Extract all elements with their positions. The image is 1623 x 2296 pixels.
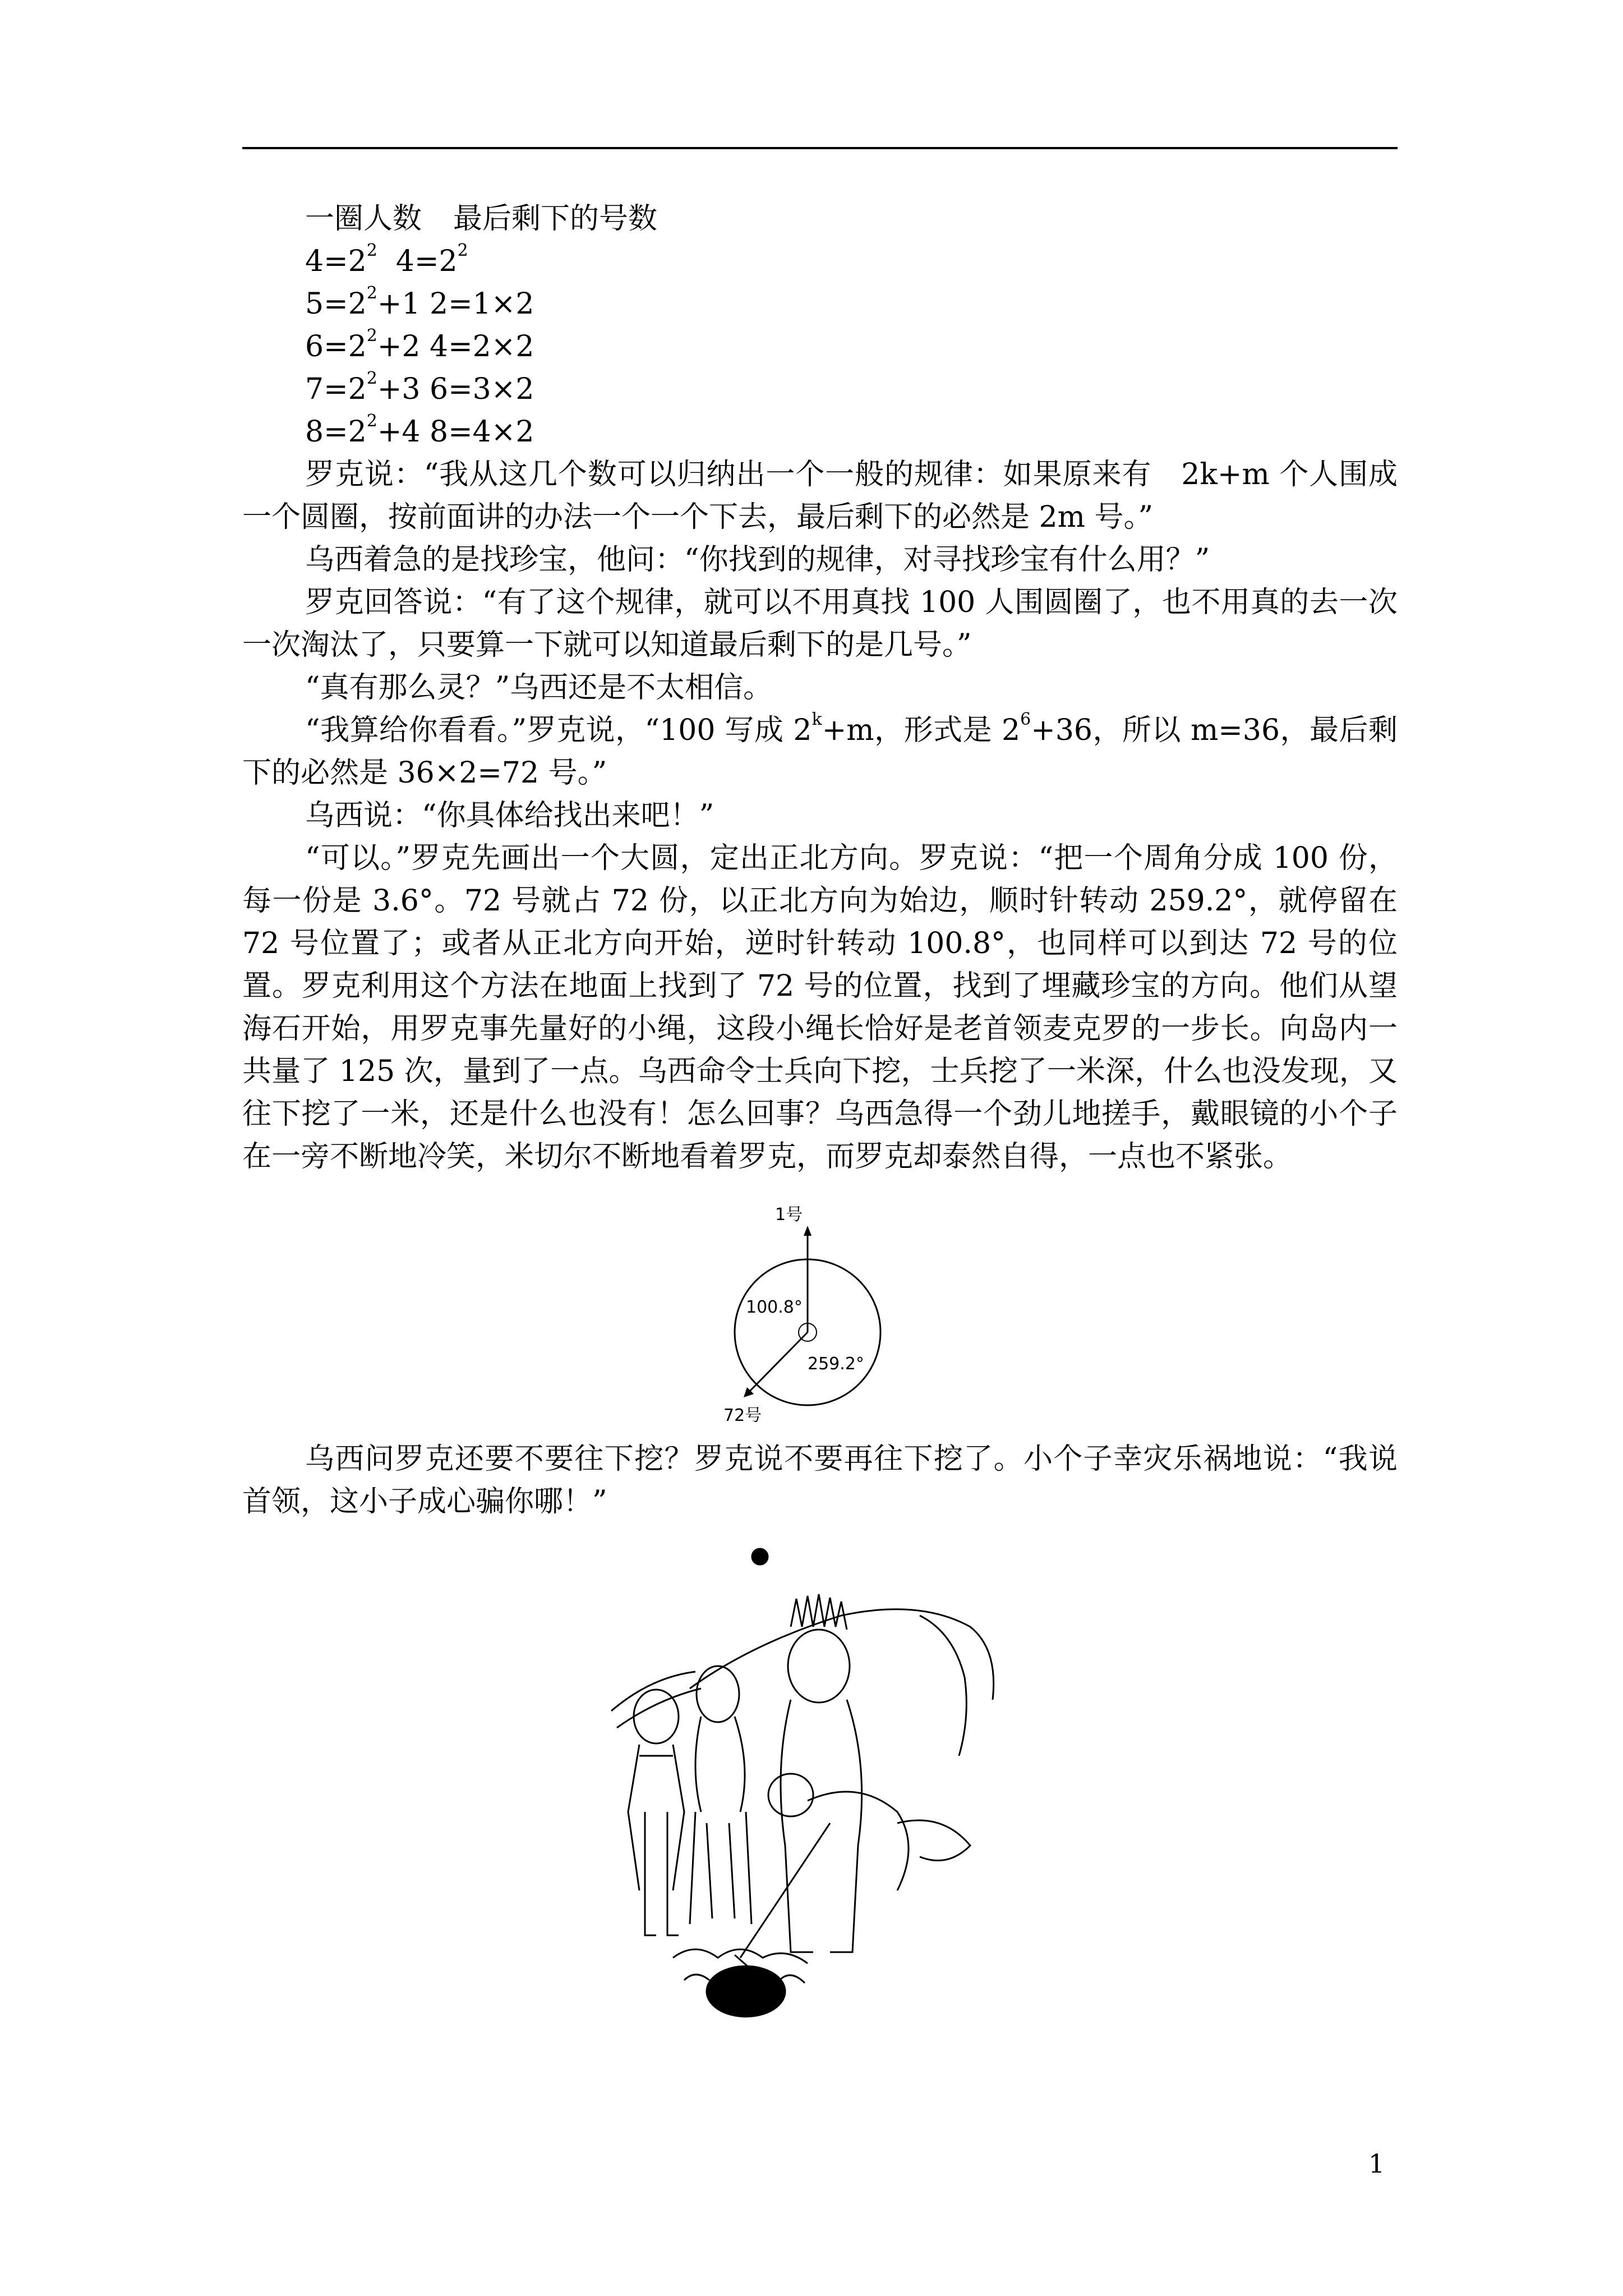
paragraph: “真有那么灵？”乌西还是不太相信。 (305, 671, 773, 705)
angle-label-right: 259.2° (808, 1354, 864, 1374)
page-number: 1 (1368, 2148, 1385, 2179)
ray-72 (747, 1332, 808, 1394)
paragraph: 乌西着急的是找珍宝，他问：“你找到的规律，对寻找珍宝有什么用？” (305, 543, 1210, 577)
paragraph: 罗克说：“我从这几个数可以归纳出一个一般的规律：如果原来有 2k+m 个人围成一个圆圈，按前面讲的办法一个一个下去，最后剩下的必然是 2m 号。” (242, 458, 1398, 534)
paragraph: 乌西说：“你具体给找出来吧！” (305, 799, 714, 832)
table-row: $6=2^2+2$ 4=2×2 (305, 326, 534, 364)
header-rule (242, 147, 1398, 149)
angle-label-left: 100.8° (746, 1297, 803, 1317)
table-row: $8=2^2+4$ 8=4×2 (305, 411, 534, 449)
paragraph: “可以。”罗克先画出一个大圆，定出正北方向。罗克说：“把一个周角分成 100 份，每一份是 3.6°。72 号就占 72 份，以正北方向为始边，顺时针转动 259.2°，就停留在 72 号位置了；或者从正北方向开始，逆时针转动 100.8°，也同样可以到达 72 号的位置。罗克利用这个方法在地面上找到了 72 号的位置，找到了埋藏珍宝的方向。他们从望海石开始，用罗克事先量好的小绳，这段小绳长恰好是老首领麦克罗的一步长。向岛内一共量了 125 次，量到了一点。乌西命令士兵向下挖，士兵挖了一米深，什么也没发现，又往下挖了一米，还是什么也没有！怎么回事？乌西急得一个劲儿地搓手，戴眼镜的小个子在一旁不断地冷笑，米切尔不断地看着罗克，而罗克却泰然自得，一点也不紧张。 (242, 841, 1398, 1174)
table-row: $5=2^2+1$ 2=1×2 (305, 283, 534, 321)
illustration-digging-scene (606, 1531, 1032, 2025)
angle-diagram (712, 1198, 903, 1422)
north-arrowhead (804, 1226, 811, 1236)
table-header (242, 197, 1398, 240)
page-body (242, 197, 1398, 1178)
paragraph: 乌西问罗克还要不要往下挖？罗克说不要再往下挖了。小个子幸灾乐祸地说：“我说首领，这小子成心骗你哪！” (242, 1442, 1398, 1519)
label-north: 1号 (775, 1205, 803, 1225)
paragraph: 罗克回答说：“有了这个规律，就可以不用真找 100 人围圆圈了，也不用真的去一次一次淘汰了，只要算一下就可以知道最后剩下的是几号。” (242, 586, 1398, 662)
table-row: $7=2^2+3$ 6=3×2 (305, 369, 534, 406)
table-header-col2: 最后剩下的号数 (453, 202, 658, 236)
paragraph: “我算给你看看。”罗克说，“100 写成 $2^k+m$，形式是 $2^6+36$，所以 m=36，最后剩下的必然是 36×2=72 号。” (242, 710, 1398, 790)
table-header-col1: 一圈人数 (305, 202, 422, 236)
label-72: 72号 (723, 1406, 762, 1422)
table-row: $4=2^2$ $4=2^2$ (305, 241, 468, 278)
